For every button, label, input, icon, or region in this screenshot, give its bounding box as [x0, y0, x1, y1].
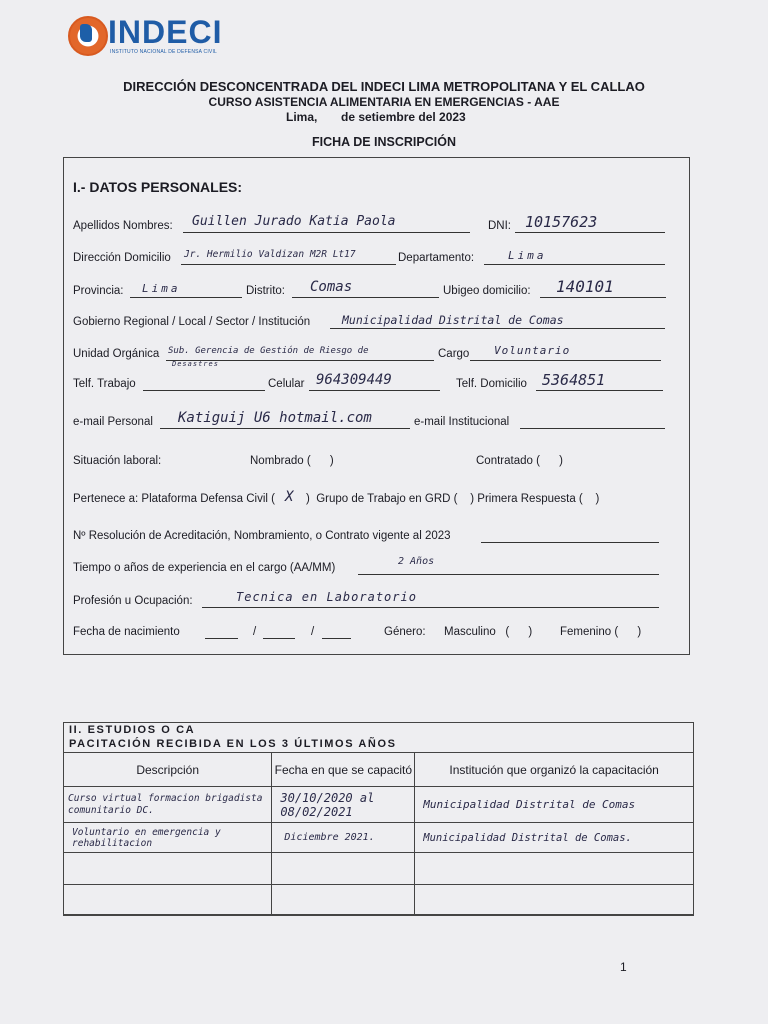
provincia-value[interactable]: Lima [142, 282, 181, 295]
email-institucional-label: e-mail Institucional [414, 416, 510, 428]
header-fecha: Fecha en que se capacitó [272, 753, 415, 787]
logo-subtitle: INSTITUTO NACIONAL DE DEFENSA CIVIL [110, 49, 218, 55]
femenino-checkbox[interactable]: Femenino ( ) [560, 626, 642, 638]
telf-domicilio-label: Telf. Domicilio [456, 378, 527, 390]
telf-domicilio-value[interactable]: 5364851 [542, 371, 606, 389]
row4-institucion[interactable] [415, 885, 694, 915]
celular-label: Celular [268, 378, 305, 390]
nombrado-checkbox[interactable]: Nombrado ( ) [250, 455, 334, 467]
table-row [64, 823, 694, 853]
contratado-checkbox[interactable]: Contratado ( ) [476, 455, 563, 467]
header-title: DIRECCIÓN DESCONCENTRADA DEL INDECI LIMA METROPOLITANA Y EL CALLAO [123, 79, 645, 94]
cargo-label: Cargo [438, 348, 470, 360]
apellidos-value[interactable]: Guillen Jurado Katia Paola [192, 214, 396, 229]
plataforma-checkmark[interactable]: X [285, 489, 294, 505]
tiempo-value[interactable]: 2 Años [398, 556, 435, 567]
studies-table [63, 752, 694, 915]
peru-shape-icon [80, 24, 92, 42]
row2-fecha[interactable]: Diciembre 2021. [272, 823, 415, 853]
resolucion-label: Nº Resolución de Acreditación, Nombramiento, o Contrato vigente al 2023 [73, 530, 451, 542]
table-row [64, 787, 694, 823]
cargo-value[interactable]: Voluntario [494, 344, 571, 357]
telf-trabajo-label: Telf. Trabajo [73, 378, 136, 390]
row2-descripcion[interactable]: Voluntario en emergencia y rehabilitacion [64, 823, 272, 853]
tiempo-label: Tiempo o años de experiencia en el cargo (AA/MM) [73, 562, 336, 574]
date-separator-2: / [311, 626, 315, 638]
email-personal-value[interactable]: Katiguij U6 hotmail.com [178, 410, 372, 426]
header-descripcion: Descripción [64, 753, 272, 787]
dni-label: DNI: [488, 220, 511, 232]
header-institucion: Institución que organizó la capacitación [415, 753, 694, 787]
row3-fecha[interactable] [272, 853, 415, 885]
unidad-value-line2[interactable]: Desastres [172, 360, 219, 368]
departamento-value[interactable]: Lima [508, 249, 547, 262]
row2-institucion[interactable]: Municipalidad Distrital de Comas. [415, 823, 694, 853]
section2-title-1: II. ESTUDIOS O CA [69, 724, 196, 736]
row3-institucion[interactable] [415, 853, 694, 885]
row4-descripcion[interactable] [64, 885, 272, 915]
departamento-label: Departamento: [398, 252, 475, 264]
email-personal-label: e-mail Personal [73, 416, 153, 428]
table-header-row [64, 753, 694, 787]
unidad-label: Unidad Orgánica [73, 348, 160, 360]
direccion-value[interactable]: Jr. Hermilio Valdizan M2R Lt17 [184, 249, 356, 260]
row3-descripcion[interactable] [64, 853, 272, 885]
course-title: CURSO ASISTENCIA ALIMENTARIA EN EMERGENCIAS - AAE [208, 95, 560, 109]
row1-institucion[interactable]: Municipalidad Distrital de Comas [415, 787, 694, 823]
pertenece-options[interactable]: ) Grupo de Trabajo en GRD ( ) Primera Respuesta ( ) [306, 493, 600, 505]
section1-title: I.- DATOS PERSONALES: [73, 179, 243, 195]
row1-descripcion[interactable]: Curso virtual formacion brigadista comunitario DC. [64, 787, 272, 823]
celular-value[interactable]: 964309449 [316, 372, 392, 388]
gobierno-value[interactable]: Municipalidad Distrital de Comas [342, 313, 564, 327]
gobierno-label: Gobierno Regional / Local / Sector / Institución [73, 316, 311, 328]
logo-name: INDECI [108, 14, 223, 50]
unidad-value[interactable]: Sub. Gerencia de Gestión de Riesgo de [168, 346, 369, 356]
row1-fecha[interactable]: 30/10/2020 al 08/02/2021 [272, 787, 415, 823]
ubigeo-value[interactable]: 140101 [556, 277, 614, 296]
profesion-label: Profesión u Ocupación: [73, 595, 193, 607]
table-row [64, 853, 694, 885]
distrito-value[interactable]: Comas [310, 279, 353, 295]
section2-title-2: PACITACIÓN RECIBIDA EN LOS 3 ÚLTIMOS AÑOS [69, 738, 397, 750]
page-number: 1 [620, 960, 627, 974]
nacimiento-label: Fecha de nacimiento [73, 626, 180, 638]
distrito-label: Distrito: [246, 285, 285, 297]
ubigeo-label: Ubigeo domicilio: [443, 285, 531, 297]
situacion-label: Situación laboral: [73, 455, 162, 467]
indeci-logo [68, 14, 223, 64]
header-city: Lima, [286, 110, 318, 124]
table-row [64, 885, 694, 915]
masculino-checkbox[interactable]: Masculino ( ) [444, 626, 533, 638]
provincia-label: Provincia: [73, 285, 124, 297]
genero-label: Género: [384, 626, 426, 638]
row4-fecha[interactable] [272, 885, 415, 915]
header-date: de setiembre del 2023 [341, 110, 466, 124]
date-separator-1: / [253, 626, 257, 638]
dni-value[interactable]: 10157623 [525, 213, 598, 231]
form-title: FICHA DE INSCRIPCIÓN [312, 135, 456, 149]
apellidos-label: Apellidos Nombres: [73, 220, 173, 232]
direccion-label: Dirección Domicilio [73, 252, 171, 264]
profesion-value[interactable]: Tecnica en Laboratorio [236, 590, 417, 604]
pertenece-label: Pertenece a: Plataforma Defensa Civil ( [73, 493, 275, 505]
